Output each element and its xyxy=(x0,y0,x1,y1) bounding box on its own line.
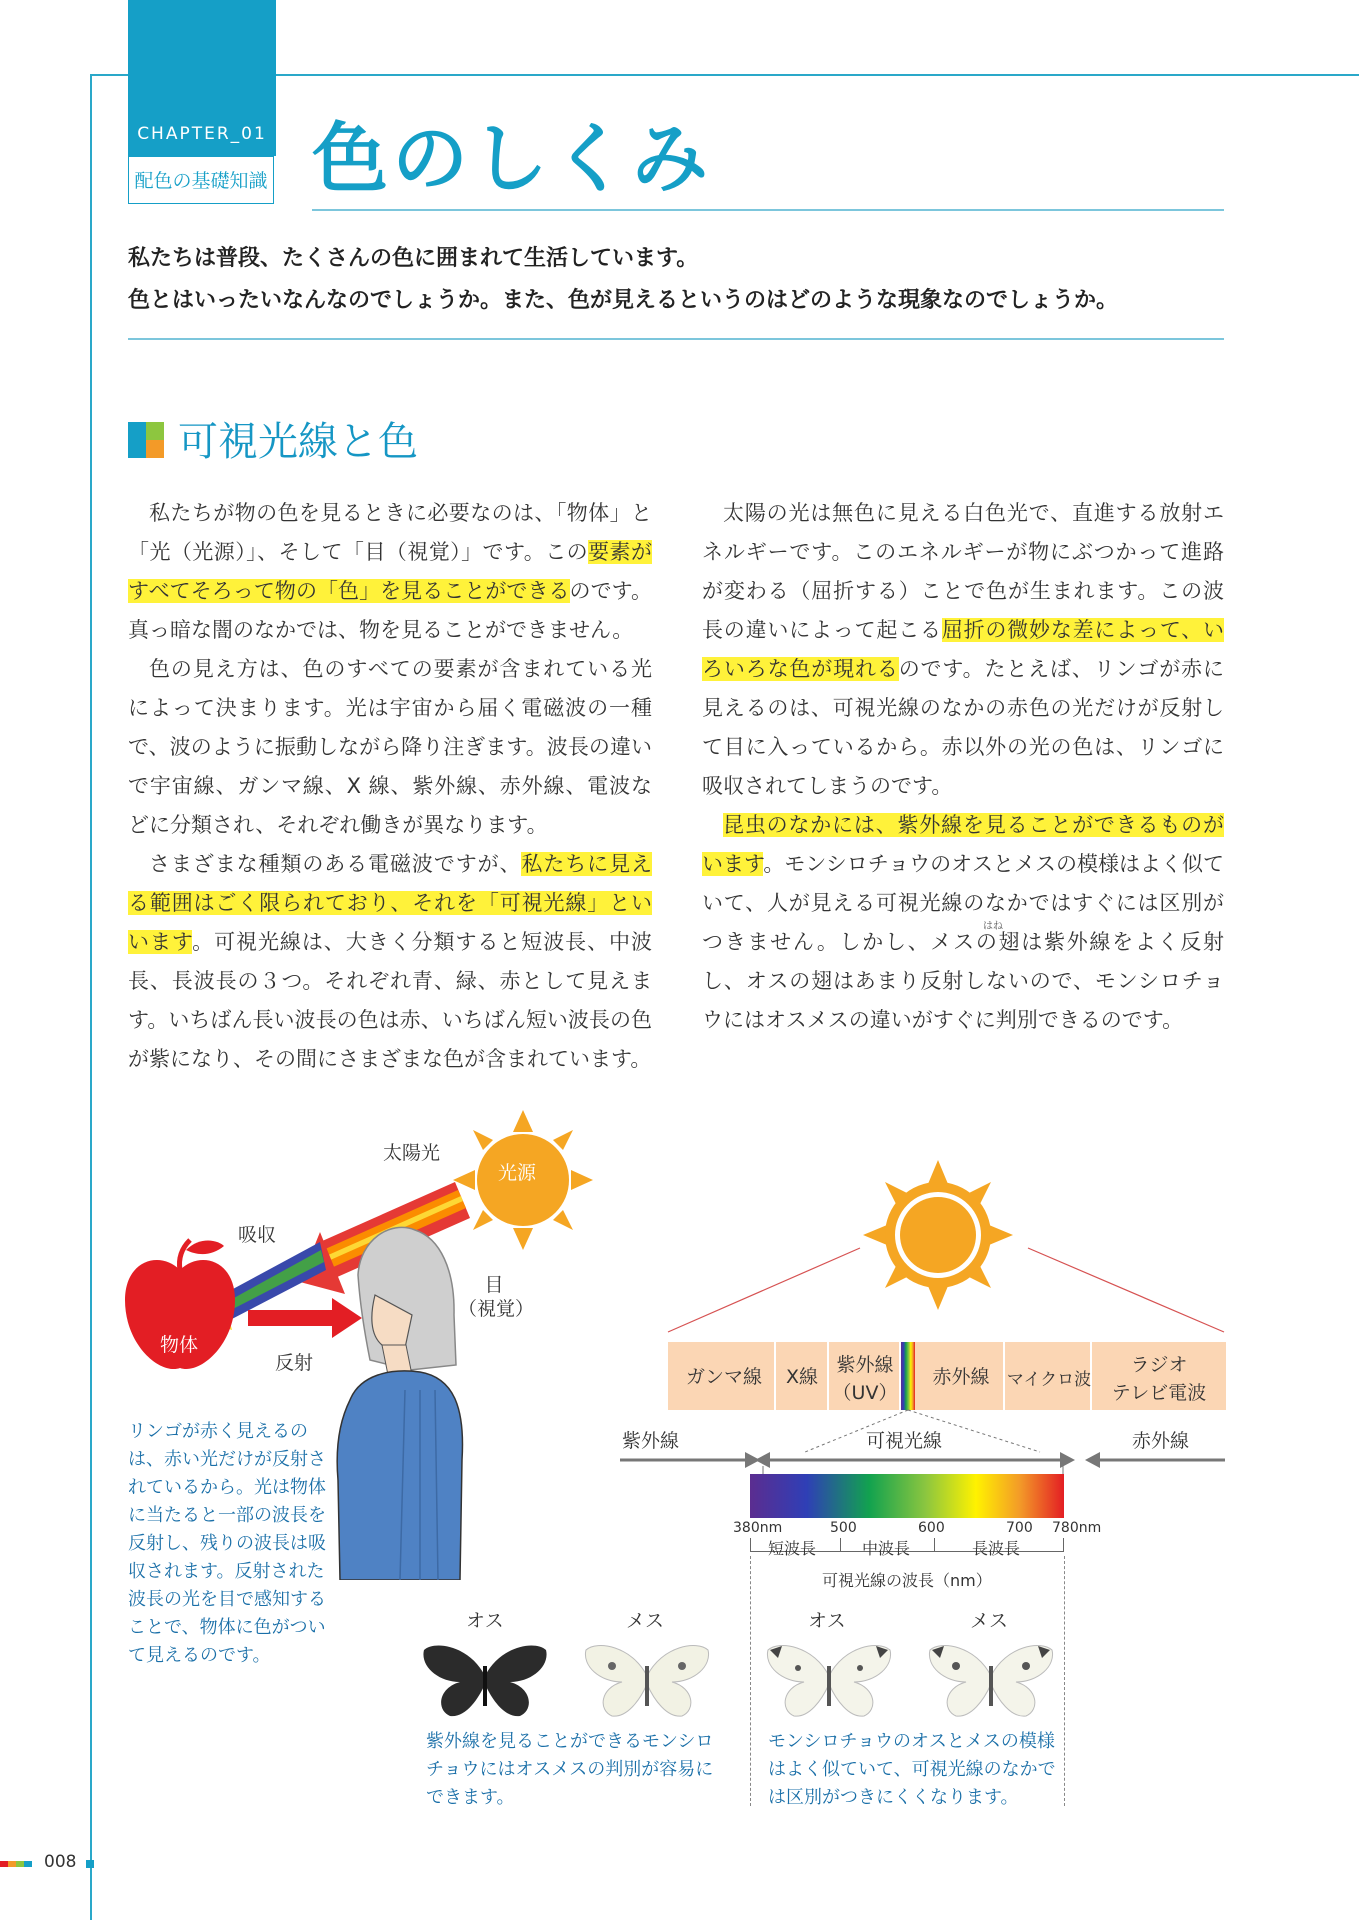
girl-illustration xyxy=(337,1227,462,1580)
bracket-divider-2 xyxy=(934,1538,935,1552)
female-label-visible: メス xyxy=(970,1610,1009,1632)
uv-label: 紫外線 xyxy=(622,1430,680,1452)
band-tv: テレビ電波 xyxy=(1111,1382,1207,1404)
right-p1-highlight: 屈折の微妙な差によって、いろいろな色が現れる xyxy=(702,618,1224,681)
absorb-label: 吸収 xyxy=(238,1224,277,1246)
tick-380: 380nm xyxy=(733,1520,783,1536)
right-p1-text-a: 太陽の光は無色に見える白色光で、直進する放射エネルギーです。このエネルギーが物にぶつかって進路が変わる（屈折する）ことで色が生まれます。この波長の違いによって起こる xyxy=(702,501,1224,642)
group-short: 短波長 xyxy=(768,1539,817,1558)
visible-light-label: 可視光線 xyxy=(866,1430,943,1452)
group-long: 長波長 xyxy=(972,1539,1021,1558)
butterfly-divider xyxy=(750,1556,751,1806)
male-label-visible: オス xyxy=(808,1610,846,1632)
left-p3-highlight: 私たちに見える範囲はごく限られており、それを「可視光線」といいます xyxy=(128,852,652,954)
male-label-uv: オス xyxy=(466,1610,504,1632)
left-paragraph-1 xyxy=(128,494,652,650)
right-p1-text-b: のです。たとえば、リンゴが赤に見えるのは、可視光線のなかの赤色の光だけが反射して目に入っているから。赤以外の光の色は、リンゴに吸収されてしまうのです。 xyxy=(702,657,1224,798)
page-number: 008 xyxy=(44,1852,77,1872)
title-rule xyxy=(312,209,1224,211)
butterfly-female-visible-icon xyxy=(926,1636,1056,1720)
band-uv: 紫外線 xyxy=(836,1354,894,1376)
band-radio: ラジオ xyxy=(1130,1354,1188,1376)
tick-500: 500 xyxy=(830,1520,857,1536)
footer-color-bar-orange xyxy=(8,1861,16,1867)
butterfly-divider-right xyxy=(1064,1556,1065,1806)
left-paragraph-2: 色の見え方は、色のすべての要素が含まれている光によって決まります。光は宇宙から届く電磁波の一種で、波のように振動しながら降り注ぎます。波長の違いで宇宙線、ガンマ線、X 線、紫外線、赤外線、電波などに分類され、それぞれ働きが異なります。 xyxy=(128,657,652,837)
footer-color-bar-red xyxy=(0,1861,8,1867)
right-p2-text-b: 。モンシロチョウのオスとメスの模様はよく似ていて、人が見える可視光線のなかではすぐには区別がつきません。しかし、メスの翅は紫外線をよく反射し、オスの翅はあまり反射しないので、モンシロチョウにはオスメスの違いがすぐに判別できるのです。 xyxy=(702,852,1224,1032)
section-heading: 可視光線と色 xyxy=(178,419,418,465)
footer-color-bar-blue xyxy=(24,1861,32,1867)
left-p3-text-a: さまざまな種類のある電磁波ですが、 xyxy=(149,852,522,876)
light-source-label: 光源 xyxy=(498,1162,537,1184)
vision-label: （視覚） xyxy=(458,1298,535,1320)
left-p1-highlight: 要素がすべてそろって物の「色」を見ることができる xyxy=(128,540,653,603)
left-paragraph-3 xyxy=(128,845,652,1079)
band-microwave: マイクロ波 xyxy=(1006,1370,1092,1390)
eye-label: 目 xyxy=(484,1274,504,1296)
butterfly-female-uv-icon xyxy=(582,1636,712,1720)
sunlight-label: 太陽光 xyxy=(383,1142,441,1164)
left-column xyxy=(128,494,652,1079)
chapter-label: CHAPTER_01 xyxy=(137,124,267,144)
band-ir: 赤外線 xyxy=(932,1366,990,1388)
reflect-label: 反射 xyxy=(275,1352,314,1374)
butterfly-male-visible-icon xyxy=(764,1636,894,1720)
left-p3-text-b: 。可視光線は、大きく分類すると短波長、中波長、長波長の３つ。それぞれ青、緑、赤として見えます。いちばん長い波長の色は赤、いちばん短い波長の色が紫になり、その間にさまざまな色が含まれています。 xyxy=(128,930,652,1071)
tick-700: 700 xyxy=(1006,1520,1033,1536)
wavelength-axis-caption: 可視光線の波長（nm） xyxy=(822,1571,992,1590)
ir-label: 赤外線 xyxy=(1132,1430,1190,1452)
section-color-squares-icon xyxy=(128,422,164,458)
left-p1-text-b: のです。真っ暗な闇のなかでは、物を見ることができません。 xyxy=(128,579,653,642)
tick-780: 780nm xyxy=(1052,1520,1102,1536)
page-title: 色のしくみ xyxy=(312,114,712,203)
reflect-arrow-icon xyxy=(248,1298,362,1338)
object-label: 物体 xyxy=(160,1334,199,1356)
frame-vertical-line xyxy=(90,74,92,1920)
footer-color-bar-green xyxy=(16,1861,24,1867)
chapter-tab xyxy=(128,0,276,156)
band-xray: X線 xyxy=(785,1366,819,1388)
intro-text xyxy=(128,238,1118,322)
band-gamma: ガンマ線 xyxy=(685,1366,762,1388)
intro-line-1: 私たちは普段、たくさんの色に囲まれて生活しています。 xyxy=(128,246,699,271)
group-middle: 中波長 xyxy=(862,1539,911,1558)
butterfly-male-uv-icon xyxy=(420,1636,550,1720)
right-column xyxy=(702,494,1224,1040)
apple-caption: リンゴが赤く見えるのは、赤い光だけが反射されているから。光は物体に当たると一部の波長を反射し、残りの波長は吸収されます。反射された波長の光を目で感知することで、物体に色がついて見えるのです。 xyxy=(128,1421,326,1666)
tick-600: 600 xyxy=(918,1520,945,1536)
intro-rule xyxy=(128,338,1224,340)
footer-marker xyxy=(86,1860,94,1868)
butterfly-visible-caption: モンシロチョウのオスとメスの模様はよく似ていて、可視光線のなかでは区別がつきにくくなります。 xyxy=(768,1731,1056,1808)
band-uv-abbr: （UV） xyxy=(832,1382,898,1404)
butterfly-uv-caption: 紫外線を見ることができるモンシロチョウにはオスメスの判別が容易にできます。 xyxy=(426,1731,714,1808)
right-paragraph-1 xyxy=(702,494,1224,806)
chapter-section-label: 配色の基礎知識 xyxy=(128,156,274,204)
right-paragraph-2 xyxy=(702,806,1224,1040)
right-p2-highlight: 昆虫のなかには、紫外線を見ることができるものがいます xyxy=(702,813,1224,876)
ruby-hane: はね xyxy=(983,921,1003,932)
bracket-divider-1 xyxy=(840,1538,841,1552)
frame-top-line xyxy=(90,74,1359,76)
sun-icon-right xyxy=(863,1160,1013,1310)
left-p1-text-a: 私たちが物の色を見るときに必要なのは、「物体」と「光（光源）」、そして「目（視覚）」です。この xyxy=(128,501,652,564)
visible-band-strip xyxy=(901,1342,915,1410)
intro-line-2: 色とはいったいなんなのでしょうか。また、色が見えるというのはどのような現象なのでしょうか。 xyxy=(128,288,1119,313)
visible-spectrum-bar xyxy=(750,1474,1064,1518)
female-label-uv: メス xyxy=(626,1610,665,1632)
